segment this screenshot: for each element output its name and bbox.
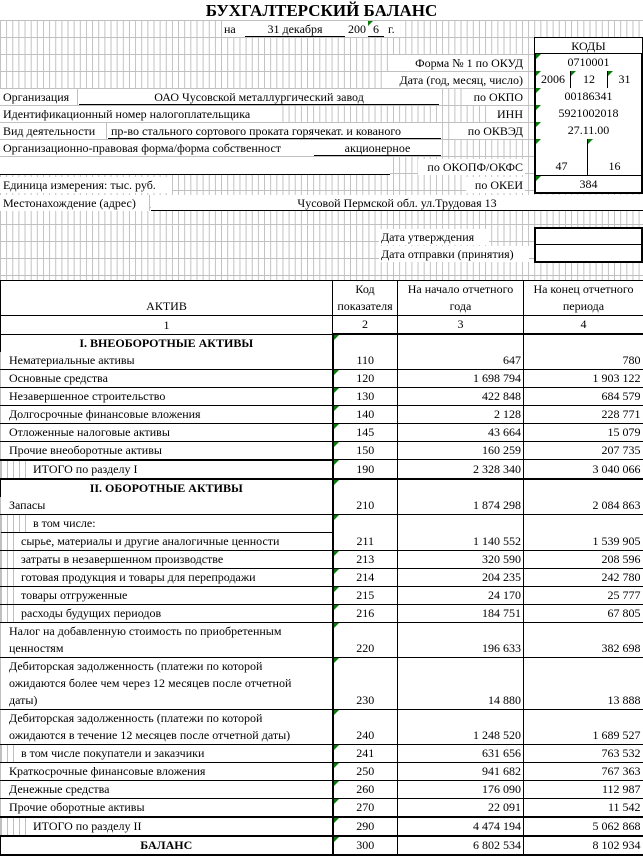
table-row xyxy=(1,550,643,568)
total-row xyxy=(1,460,643,479)
comment-marker-icon xyxy=(588,139,593,144)
code-value: 211 xyxy=(356,534,374,548)
column-numbers-row xyxy=(1,316,643,335)
okved-label: по ОКВЭД xyxy=(452,123,525,139)
indent-grid xyxy=(1,461,31,478)
row-label: Долгосрочные финансовые вложения xyxy=(1,405,333,423)
code-value: 300 xyxy=(356,838,374,852)
end-value-cell[interactable]: 1 539 905 xyxy=(524,514,643,550)
inn-code-field[interactable] xyxy=(536,105,641,123)
col-number: 3 xyxy=(398,316,524,335)
code-cell[interactable] xyxy=(333,514,398,550)
start-value-cell[interactable]: 631 656 xyxy=(398,744,524,762)
code-cell[interactable] xyxy=(333,568,398,586)
item-label: готовая продукция и товары для перепродажи xyxy=(21,570,256,584)
comment-marker-icon xyxy=(334,799,339,804)
code-cell[interactable] xyxy=(333,423,398,441)
year-suffix-field[interactable] xyxy=(368,21,384,37)
code-cell[interactable] xyxy=(333,762,398,780)
end-value-cell[interactable]: 1 903 122 xyxy=(524,369,643,387)
okud-code-field[interactable] xyxy=(536,54,641,72)
table-header-row xyxy=(1,281,643,316)
code-value: 240 xyxy=(356,728,374,742)
end-value-cell[interactable]: 13 888 xyxy=(524,657,643,709)
code-cell[interactable] xyxy=(333,550,398,568)
row-label: Основные средства xyxy=(1,369,333,387)
end-value-cell[interactable]: 8 102 934 xyxy=(524,836,643,855)
year-prefix: 200 xyxy=(345,21,367,37)
end-value-cell[interactable]: 684 579 xyxy=(524,387,643,405)
row-label xyxy=(1,460,333,479)
code-cell[interactable] xyxy=(333,798,398,817)
comment-marker-icon xyxy=(536,54,541,59)
comment-marker-icon xyxy=(334,424,339,429)
code-cell[interactable] xyxy=(333,657,398,709)
date-year-field[interactable] xyxy=(536,71,571,89)
indent-grid xyxy=(1,745,19,762)
asset-header xyxy=(1,281,333,316)
table-row xyxy=(1,762,643,780)
comment-marker-icon xyxy=(536,176,541,181)
total-label: ИТОГО по разделу I xyxy=(33,462,138,476)
end-value-cell[interactable]: 780 xyxy=(524,334,643,369)
end-header xyxy=(524,281,643,316)
start-value-cell[interactable]: 4 474 194 xyxy=(398,817,524,836)
code-value: 220 xyxy=(356,641,374,655)
code-value: 150 xyxy=(356,443,374,457)
activity-field[interactable]: пр-во стального сортового проката горячекат. и кованого xyxy=(108,123,441,139)
end-value-cell[interactable]: 208 596 xyxy=(524,550,643,568)
row-label: Незавершенное строительство xyxy=(1,387,333,405)
table-row xyxy=(1,604,643,622)
table-row xyxy=(1,568,643,586)
customers-label: в том числе покупатели и заказчики xyxy=(21,746,204,760)
code-value: 120 xyxy=(356,371,374,385)
inn-code-label: ИНН xyxy=(490,106,525,122)
receivables-long-line3: даты) xyxy=(9,693,37,707)
section-header-row xyxy=(1,479,643,497)
start-header-line2: года xyxy=(450,299,472,313)
code-cell[interactable] xyxy=(333,334,398,369)
receivables-short-line2: ожидаются в течение 12 месяцев после отчетной даты) xyxy=(9,728,290,742)
okud-label: Форма № 1 по ОКУД xyxy=(390,55,525,71)
table-row xyxy=(1,744,643,762)
start-header xyxy=(398,281,524,316)
table-row xyxy=(1,369,643,387)
date-year-value: 2006 xyxy=(541,72,565,86)
okei-label: по ОКЕИ xyxy=(466,177,525,193)
comment-marker-icon xyxy=(536,105,541,110)
table-row xyxy=(1,780,643,798)
code-cell[interactable] xyxy=(333,479,398,515)
code-header xyxy=(333,281,398,316)
end-value-cell[interactable]: 382 698 xyxy=(524,622,643,657)
sent-date-label: Дата отправки (принятия) xyxy=(379,246,529,262)
okpo-label: по ОКПО xyxy=(462,89,525,105)
code-header-line1: Код xyxy=(355,282,374,296)
comment-marker-icon xyxy=(334,818,339,823)
indent-grid xyxy=(1,587,19,604)
comment-marker-icon xyxy=(334,388,339,393)
table-row xyxy=(1,657,643,709)
code-cell[interactable] xyxy=(333,604,398,622)
start-value-cell[interactable]: 43 664 xyxy=(398,423,524,441)
vat-label-line1: Налог на добавленную стоимость по приобретенным xyxy=(9,624,281,638)
row-label xyxy=(1,586,333,604)
row-label: Прочие внеоборотные активы xyxy=(1,441,333,460)
code-cell[interactable] xyxy=(333,744,398,762)
comment-marker-icon xyxy=(536,71,541,76)
end-header-line2: периода xyxy=(563,299,604,313)
unit-label: Единица измерения: тыс. руб. xyxy=(0,177,172,193)
row-label: Отложенные налоговые активы xyxy=(1,423,333,441)
including-label: в том числе: xyxy=(33,516,96,530)
comment-marker-icon xyxy=(334,710,339,715)
end-value-cell[interactable]: 3 040 066 xyxy=(524,460,643,479)
date-codes-label: Дата (год, месяц, число) xyxy=(385,72,525,88)
code-value: 216 xyxy=(356,606,374,620)
comment-marker-icon xyxy=(334,623,339,628)
start-value-cell[interactable]: 1 248 520 xyxy=(398,709,524,744)
total-label: ИТОГО по разделу II xyxy=(33,819,142,833)
sent-date-field[interactable] xyxy=(536,245,641,261)
code-value: 215 xyxy=(356,588,374,602)
start-value-cell[interactable]: 320 590 xyxy=(398,550,524,568)
comment-marker-icon xyxy=(334,442,339,447)
code-cell[interactable] xyxy=(333,460,398,479)
comment-marker-icon xyxy=(536,139,541,144)
col-number: 4 xyxy=(524,316,643,335)
end-value-cell[interactable]: 11 542 xyxy=(524,798,643,817)
end-value-cell[interactable]: 763 532 xyxy=(524,744,643,762)
end-value-cell[interactable]: 1 689 527 xyxy=(524,709,643,744)
comment-marker-icon xyxy=(334,460,339,465)
table-row xyxy=(1,586,643,604)
start-header-line1: На начало отчетного xyxy=(408,282,513,296)
row-label: Краткосрочные финансовые вложения xyxy=(1,762,333,780)
code-value: 145 xyxy=(356,425,374,439)
okopf-code-value: 47 xyxy=(556,159,568,173)
section2-title: II. ОБОРОТНЫЕ АКТИВЫ xyxy=(1,479,333,497)
end-value-cell[interactable]: 242 780 xyxy=(524,568,643,586)
codes-header: КОДЫ xyxy=(534,37,643,55)
row-label: Запасы xyxy=(1,497,333,515)
organization-field[interactable]: ОАО Чусовской металлургический завод xyxy=(79,89,439,105)
end-value-cell[interactable]: 5 062 868 xyxy=(524,817,643,836)
receivables-short-line1: Дебиторская задолженность (платежи по которой xyxy=(9,711,262,725)
code-header-line2: показателя xyxy=(337,299,392,313)
date-day-field[interactable] xyxy=(608,71,641,89)
comment-marker-icon xyxy=(334,745,339,750)
inn-code-value: 5921002018 xyxy=(559,106,619,120)
item-label: товары отгруженные xyxy=(21,588,127,602)
okud-code-value: 0710001 xyxy=(568,55,610,69)
address-label: Местонахождение (адрес) xyxy=(0,195,150,211)
code-cell[interactable] xyxy=(333,387,398,405)
dates-box xyxy=(534,227,643,263)
code-cell[interactable] xyxy=(333,836,398,855)
start-value-cell[interactable]: 160 259 xyxy=(398,441,524,460)
table-row xyxy=(1,423,643,441)
date-month-value: 12 xyxy=(583,72,595,86)
end-value-cell[interactable]: 25 777 xyxy=(524,586,643,604)
comment-marker-icon xyxy=(334,515,339,520)
row-label xyxy=(1,550,333,568)
comment-marker-icon xyxy=(608,71,613,76)
start-value-cell[interactable]: 184 751 xyxy=(398,604,524,622)
code-value: 260 xyxy=(356,782,374,796)
start-value-cell[interactable]: 941 682 xyxy=(398,762,524,780)
item-label: сырье, материалы и другие аналогичные ценности xyxy=(21,534,279,548)
row-label xyxy=(1,622,333,657)
code-cell[interactable] xyxy=(333,709,398,744)
start-value-cell[interactable]: 647 xyxy=(398,334,524,369)
end-value-cell[interactable]: 207 735 xyxy=(524,441,643,460)
comment-marker-icon xyxy=(571,71,576,76)
okopf-code-field[interactable] xyxy=(536,139,588,176)
okpo-code-value: 00186341 xyxy=(565,89,613,103)
code-value: 130 xyxy=(356,389,374,403)
row-label: Нематериальные активы xyxy=(1,352,333,370)
code-value: 110 xyxy=(356,353,374,367)
legal-form-continuation xyxy=(0,157,390,175)
code-value: 250 xyxy=(356,764,374,778)
start-value-cell[interactable]: 196 633 xyxy=(398,622,524,657)
comment-marker-icon xyxy=(334,480,339,485)
code-value: 290 xyxy=(356,819,374,833)
start-value-cell[interactable]: 1 698 794 xyxy=(398,369,524,387)
section1-title: I. ВНЕОБОРОТНЫЕ АКТИВЫ xyxy=(1,334,333,352)
indent-grid xyxy=(1,533,19,550)
okei-code-field[interactable] xyxy=(536,176,641,192)
start-value-cell[interactable]: 422 848 xyxy=(398,387,524,405)
comment-marker-icon xyxy=(334,781,339,786)
table-row xyxy=(1,514,643,532)
date-month-field[interactable] xyxy=(571,71,608,89)
inn-label: Идентификационный номер налогоплательщика xyxy=(0,106,278,122)
date-day-value: 31 xyxy=(619,72,631,86)
item-label: расходы будущих периодов xyxy=(21,606,161,620)
comment-marker-icon xyxy=(334,587,339,592)
start-value-cell[interactable]: 204 235 xyxy=(398,568,524,586)
legal-form-field[interactable]: акционерное xyxy=(314,140,441,156)
activity-label: Вид деятельности xyxy=(0,123,107,139)
item-label: затраты в незавершенном производстве xyxy=(21,552,223,566)
okfs-code-field[interactable] xyxy=(588,139,641,176)
row-label xyxy=(1,604,333,622)
end-value-cell[interactable]: 67 805 xyxy=(524,604,643,622)
table-row xyxy=(1,622,643,657)
indent-grid xyxy=(1,551,19,568)
year-unit: г. xyxy=(386,21,400,37)
code-value: 140 xyxy=(356,407,374,421)
okei-code-value: 384 xyxy=(580,177,598,191)
start-value-cell[interactable]: 14 880 xyxy=(398,657,524,709)
code-cell[interactable] xyxy=(333,369,398,387)
comment-marker-icon xyxy=(536,88,541,93)
indent-grid xyxy=(1,605,19,622)
code-cell[interactable] xyxy=(333,441,398,460)
vat-label-line2: ценностям xyxy=(9,641,63,655)
end-header-line1: На конец отчетного xyxy=(533,282,633,296)
receivables-long-line1: Дебиторская задолженность (платежи по которой xyxy=(9,659,262,673)
code-value: 214 xyxy=(356,570,374,584)
comment-marker-icon xyxy=(334,551,339,556)
comment-marker-icon xyxy=(334,335,339,340)
col-number: 2 xyxy=(333,316,398,335)
organization-label: Организация xyxy=(0,89,78,105)
address-field[interactable]: Чусовой Пермской обл. ул.Трудовая 13 xyxy=(151,195,643,211)
indent-grid xyxy=(1,515,31,532)
start-value-cell[interactable]: 24 170 xyxy=(398,586,524,604)
indent-grid xyxy=(1,569,19,586)
okpo-code-field[interactable] xyxy=(536,88,641,106)
section-header-row xyxy=(1,334,643,352)
approval-date-field[interactable] xyxy=(536,229,641,245)
row-label xyxy=(1,568,333,586)
code-value: 190 xyxy=(356,462,374,476)
balance-label: БАЛАНС xyxy=(1,836,333,855)
table-row xyxy=(1,798,643,817)
start-value-cell[interactable]: 176 090 xyxy=(398,780,524,798)
comment-marker-icon xyxy=(334,605,339,610)
code-value: 241 xyxy=(356,746,374,760)
okved-code-field[interactable] xyxy=(536,122,641,140)
row-label xyxy=(1,657,333,709)
start-value-cell[interactable]: 2 128 xyxy=(398,405,524,423)
row-label xyxy=(1,514,333,532)
comment-marker-icon xyxy=(334,763,339,768)
year-suffix-value: 6 xyxy=(373,22,379,36)
asset-header-text: АКТИВ xyxy=(146,299,187,313)
code-cell[interactable] xyxy=(333,780,398,798)
start-value-cell[interactable]: 2 328 340 xyxy=(398,460,524,479)
document-title: БУХГАЛТЕРСКИЙ БАЛАНС xyxy=(0,0,643,21)
comment-marker-icon xyxy=(536,122,541,127)
start-value-cell[interactable]: 22 091 xyxy=(398,798,524,817)
table-row xyxy=(1,709,643,744)
end-value-cell[interactable]: 228 771 xyxy=(524,405,643,423)
okopf-label: по ОКОПФ/ОКФС xyxy=(418,159,525,175)
code-value: 213 xyxy=(356,552,374,566)
table-row xyxy=(1,387,643,405)
end-value-cell[interactable]: 15 079 xyxy=(524,423,643,441)
start-value-cell[interactable]: 1 874 298 xyxy=(398,479,524,515)
end-value-cell[interactable]: 2 084 863 xyxy=(524,479,643,515)
row-label xyxy=(1,532,333,550)
row-label: Денежные средства xyxy=(1,780,333,798)
comment-marker-icon xyxy=(368,21,373,26)
row-label: Прочие оборотные активы xyxy=(1,798,333,817)
code-value: 210 xyxy=(356,498,374,512)
code-value: 230 xyxy=(356,693,374,707)
balance-table xyxy=(0,280,643,856)
code-cell[interactable] xyxy=(333,405,398,423)
balance-row xyxy=(1,836,643,855)
legal-form-label: Организационно-правовая форма/форма собственност xyxy=(0,140,314,156)
comment-marker-icon xyxy=(334,569,339,574)
approval-date-label: Дата утверждения xyxy=(379,229,489,245)
end-value-cell[interactable]: 767 363 xyxy=(524,762,643,780)
table-row xyxy=(1,405,643,423)
comment-marker-icon xyxy=(334,406,339,411)
on-label: на xyxy=(224,21,244,37)
col-number: 1 xyxy=(1,316,333,335)
code-value: 270 xyxy=(356,800,374,814)
code-cell[interactable] xyxy=(333,622,398,657)
okfs-code-value: 16 xyxy=(609,159,621,173)
report-date-field[interactable]: 31 декабря xyxy=(245,21,345,37)
okved-code-value: 27.11.00 xyxy=(568,123,610,137)
table-row xyxy=(1,441,643,460)
comment-marker-icon xyxy=(334,658,339,663)
end-value-cell[interactable]: 112 987 xyxy=(524,780,643,798)
start-value-cell[interactable]: 1 140 552 xyxy=(398,514,524,550)
comment-marker-icon xyxy=(334,837,339,842)
comment-marker-icon xyxy=(334,370,339,375)
indent-grid xyxy=(1,818,31,835)
row-label xyxy=(1,744,333,762)
start-value-cell[interactable]: 6 802 534 xyxy=(398,836,524,855)
receivables-long-line2: ожидаются более чем через 12 месяцев после отчетной xyxy=(9,676,291,690)
code-cell[interactable] xyxy=(333,586,398,604)
row-label xyxy=(1,709,333,744)
